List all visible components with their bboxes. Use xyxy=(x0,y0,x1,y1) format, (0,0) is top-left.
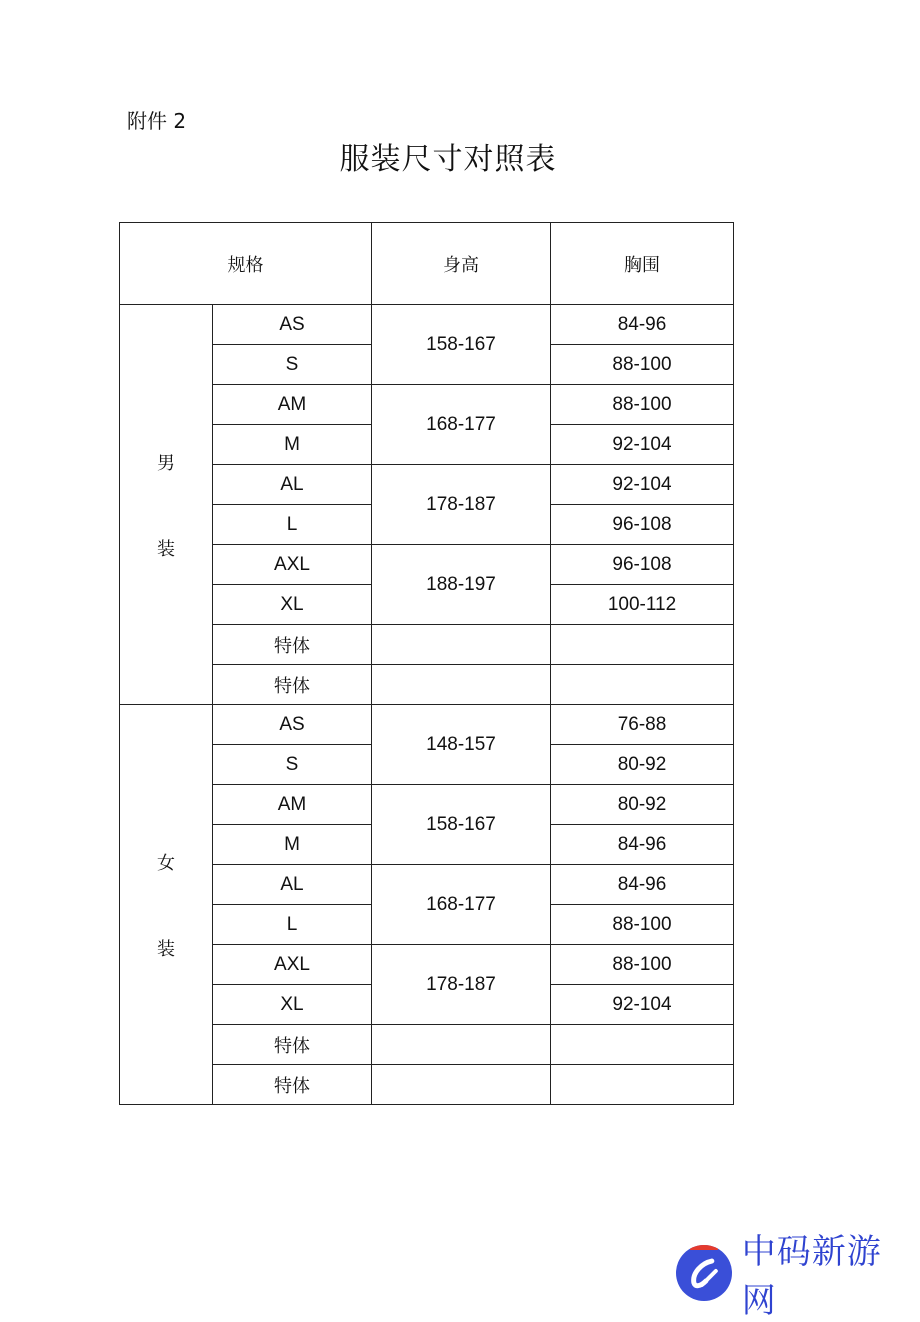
group-women-label-1: 女 xyxy=(157,852,175,874)
header-height: 身高 xyxy=(372,223,551,305)
spec-cell: M xyxy=(213,825,372,865)
spec-cell: L xyxy=(213,505,372,545)
spec-cell: AM xyxy=(213,385,372,425)
chest-cell: 88-100 xyxy=(551,385,734,425)
site-watermark[interactable] xyxy=(676,1232,916,1321)
chest-cell: 88-100 xyxy=(551,905,734,945)
chest-cell xyxy=(551,1025,734,1065)
height-cell xyxy=(372,1025,551,1065)
group-men xyxy=(120,305,213,705)
chest-cell: 100-112 xyxy=(551,585,734,625)
table-row xyxy=(120,705,734,745)
spec-cell: 特体 xyxy=(213,665,372,705)
spec-cell: 特体 xyxy=(213,1025,372,1065)
chest-cell: 92-104 xyxy=(551,985,734,1025)
group-women xyxy=(120,705,213,1105)
group-men-label-1: 男 xyxy=(157,452,175,474)
height-cell xyxy=(372,1065,551,1105)
chest-cell: 92-104 xyxy=(551,425,734,465)
height-cell: 188-197 xyxy=(372,545,551,625)
table-row xyxy=(120,305,734,345)
table-row xyxy=(120,545,734,585)
height-cell: 148-157 xyxy=(372,705,551,785)
height-cell: 178-187 xyxy=(372,465,551,545)
group-women-label-2: 装 xyxy=(157,938,175,960)
spec-cell: AS xyxy=(213,705,372,745)
chest-cell: 84-96 xyxy=(551,825,734,865)
spec-cell: S xyxy=(213,745,372,785)
height-cell xyxy=(372,665,551,705)
spec-cell: XL xyxy=(213,985,372,1025)
document-title: 服装尺寸对照表 xyxy=(339,142,557,177)
height-cell: 178-187 xyxy=(372,945,551,1025)
height-cell: 158-167 xyxy=(372,305,551,385)
table-row xyxy=(120,865,734,905)
spec-cell: AL xyxy=(213,465,372,505)
table-row xyxy=(120,625,734,665)
spec-cell: AXL xyxy=(213,945,372,985)
chest-cell: 96-108 xyxy=(551,505,734,545)
height-cell xyxy=(372,625,551,665)
spec-cell: L xyxy=(213,905,372,945)
chest-cell xyxy=(551,1065,734,1105)
spec-cell: XL xyxy=(213,585,372,625)
table-row xyxy=(120,945,734,985)
size-chart-table xyxy=(119,222,734,1105)
table-header-row xyxy=(120,223,734,305)
chest-cell: 84-96 xyxy=(551,305,734,345)
chest-cell: 96-108 xyxy=(551,545,734,585)
spec-cell: AL xyxy=(213,865,372,905)
site-logo-icon xyxy=(676,1245,732,1301)
chest-cell: 88-100 xyxy=(551,345,734,385)
chest-cell: 80-92 xyxy=(551,785,734,825)
table-row xyxy=(120,385,734,425)
table-row xyxy=(120,1065,734,1105)
chest-cell: 84-96 xyxy=(551,865,734,905)
table-row xyxy=(120,1025,734,1065)
table-row xyxy=(120,785,734,825)
group-men-label-2: 装 xyxy=(157,538,175,560)
spec-cell: 特体 xyxy=(213,1065,372,1105)
spec-cell: AS xyxy=(213,305,372,345)
table-row xyxy=(120,665,734,705)
table-row xyxy=(120,465,734,505)
spec-cell: 特体 xyxy=(213,625,372,665)
attachment-label: 附件 2 xyxy=(127,109,187,133)
spec-cell: M xyxy=(213,425,372,465)
height-cell: 158-167 xyxy=(372,785,551,865)
height-cell: 168-177 xyxy=(372,865,551,945)
spec-cell: AM xyxy=(213,785,372,825)
height-cell: 168-177 xyxy=(372,385,551,465)
chest-cell: 76-88 xyxy=(551,705,734,745)
spec-cell: AXL xyxy=(213,545,372,585)
chest-cell: 88-100 xyxy=(551,945,734,985)
spec-cell: S xyxy=(213,345,372,385)
chest-cell: 80-92 xyxy=(551,745,734,785)
chest-cell xyxy=(551,665,734,705)
chest-cell: 92-104 xyxy=(551,465,734,505)
chest-cell xyxy=(551,625,734,665)
site-name: 中码新游网 xyxy=(741,1232,882,1321)
header-chest: 胸围 xyxy=(551,223,734,305)
header-spec: 规格 xyxy=(120,223,372,305)
